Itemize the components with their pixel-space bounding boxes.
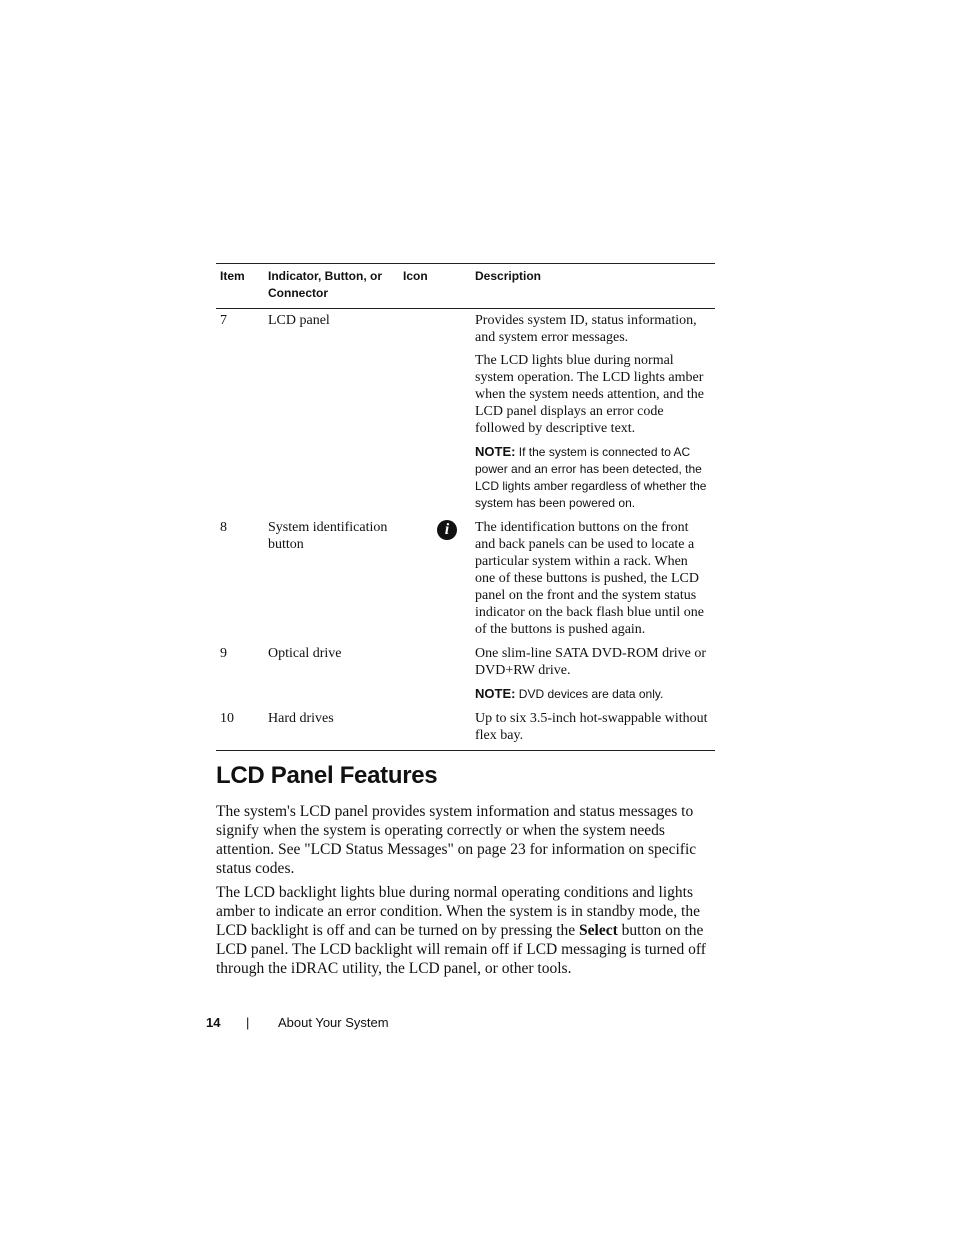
header-item: Item — [216, 264, 264, 309]
row-item: 10 — [216, 707, 264, 751]
note — [475, 443, 711, 512]
row-name: System identification button — [268, 520, 388, 552]
row-name: LCD panel — [268, 313, 330, 328]
row-item: 8 — [220, 520, 227, 535]
description-para: The LCD lights blue during normal system operation. The LCD lights amber when the system needs attention, and the LCD panel displays an error code followed by descriptive text. — [475, 353, 704, 436]
row-description — [471, 309, 715, 517]
table-row — [216, 309, 715, 517]
info-icon: i — [437, 520, 457, 540]
footer-separator: | — [246, 1015, 250, 1030]
body-paragraph — [216, 883, 716, 978]
footer-section-name: About Your System — [278, 1015, 389, 1030]
row-description — [471, 707, 715, 751]
row-name: Optical drive — [268, 646, 342, 661]
row-icon — [399, 642, 471, 707]
table-row — [216, 516, 715, 642]
description-para: The identification buttons on the front and back panels can be used to locate a particular system within a rack. When one of these buttons is pushed, the LCD panel on the front and the system status indicator on the back flash blue until one of the buttons is pushed again. — [475, 520, 704, 637]
section-title: LCD Panel Features — [216, 762, 438, 789]
description-para: Up to six 3.5-inch hot-swappable without flex bay. — [475, 711, 708, 743]
note-text: If the system is connected to AC power and an error has been detected, the LCD lights amber regardless of whether the system has been powered on. — [475, 445, 707, 510]
row-item: 7 — [220, 313, 227, 328]
note-label: NOTE: — [475, 444, 516, 459]
body-paragraph: The system's LCD panel provides system information and status messages to signify when the system is operating correctly or when the system needs attention. See "LCD Status Messages" on page 23 for information on specific status codes. — [216, 803, 697, 877]
page-number: 14 — [206, 1015, 221, 1030]
row-icon — [399, 309, 471, 517]
row-description — [471, 642, 715, 707]
note-label: NOTE: — [475, 686, 516, 701]
description-para: Provides system ID, status information, and system error messages. — [475, 313, 697, 345]
paragraph-text: button on the LCD panel. The LCD backlight will remain off if LCD messaging is turned off through the iDRAC utility, the LCD panel, or other tools. — [216, 922, 706, 977]
row-name: Hard drives — [264, 707, 399, 751]
description-para: One slim-line SATA DVD-ROM drive or DVD+RW drive. — [475, 646, 707, 678]
header-description: Description — [471, 264, 715, 309]
components-table — [216, 263, 715, 751]
note — [475, 685, 711, 703]
table-row — [216, 707, 715, 751]
row-icon — [399, 516, 471, 642]
paragraph-text: The LCD backlight lights blue during normal operating conditions and lights amber to indicate an error condition. When the system is in standby mode, the LCD backlight is off and can be turned on by pressing the — [216, 884, 700, 939]
row-item: 9 — [220, 646, 227, 661]
note-text: DVD devices are data only. — [518, 687, 664, 701]
table-row — [216, 642, 715, 707]
row-icon — [399, 707, 471, 751]
select-button-term: Select — [579, 922, 618, 939]
header-icon: Icon — [399, 264, 471, 309]
row-description — [471, 516, 715, 642]
header-indicator: Indicator, Button, or Connector — [264, 264, 399, 309]
table-header-row — [216, 264, 715, 309]
